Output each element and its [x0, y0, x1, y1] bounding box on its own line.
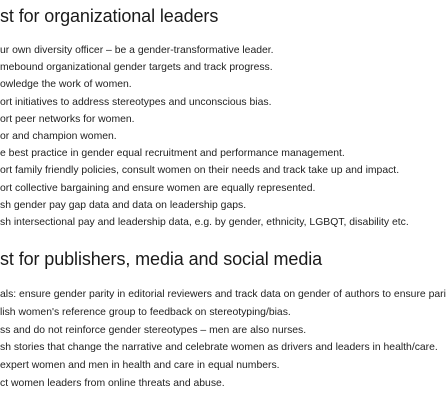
list-item: sh intersectional pay and leadership data, e.g. by gender, ethnicity, LGBQT, disability etc.: [0, 216, 409, 228]
list-item: e best practice in gender equal recruitment and performance management.: [0, 148, 345, 160]
list-item: ort family friendly policies, consult women on their needs and track take up and impact.: [0, 165, 400, 177]
list-item: sh stories that change the narrative and celebrate women as drivers and leaders in health/care.: [0, 342, 438, 354]
list-item: ort peer networks for women.: [0, 113, 135, 125]
publishers-media-list: [0, 286, 446, 393]
list-item: ort collective bargaining and ensure women are equally represented.: [0, 182, 316, 194]
list-item: lish women's reference group to feedback on stereotyping/bias.: [0, 306, 291, 318]
list-item: or and champion women.: [0, 130, 117, 142]
organizational-leaders-list: [0, 42, 420, 231]
list-item: mebound organizational gender targets and track progress.: [0, 62, 273, 74]
list-item: ct women leaders from online threats and abuse.: [0, 377, 225, 389]
list-item: als: ensure gender parity in editorial reviewers and track data on gender of authors to ensure pari: [0, 289, 446, 300]
list-item: ur own diversity officer – be a gender-transformative leader.: [0, 45, 274, 56]
list-item: ort initiatives to address stereotypes and unconscious bias.: [0, 96, 272, 108]
list-item: sh gender pay gap data and data on leadership gaps.: [0, 199, 247, 211]
section-heading-organizational-leaders: st for organizational leaders: [0, 6, 219, 26]
list-item: expert women and men in health and care in equal numbers.: [0, 360, 280, 372]
list-item: ss and do not reinforce gender stereotypes – men are also nurses.: [0, 324, 307, 336]
list-item: owledge the work of women.: [0, 79, 132, 91]
section-heading-publishers-media: st for publishers, media and social media: [0, 249, 323, 269]
